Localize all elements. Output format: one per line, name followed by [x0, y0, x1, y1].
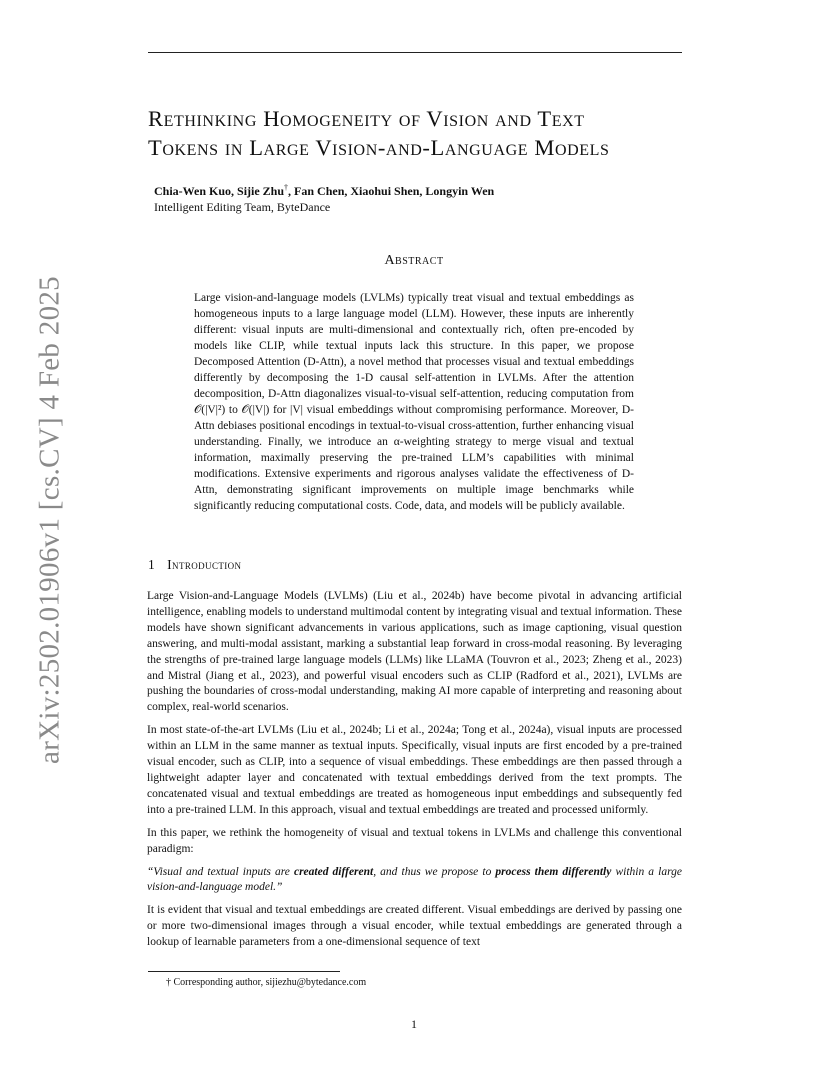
introduction-body	[147, 589, 682, 958]
quote-text: within a large vision-and-language model.”	[147, 865, 682, 894]
quote-emphasis: process them differently	[495, 865, 612, 878]
paragraph: Large Vision-and-Language Models (LVLMs) (Liu et al., 2024b) have become pivotal in advancing artificial intelligence, enabling models to understand multimodal content by integrating visual and textual information. These models have shown significant advancements in various applications, such as image captioning, visual question answering, and multi-modal assistant, marking a substantial leap forward in cross-modal reasoning. By leveraging the strengths of pre-trained large language models (LLMs) like LLaMA (Touvron et al., 2023; Zheng et al., 2023) and Mistral (Jiang et al., 2023), and powerful visual encoders such as CLIP (Radford et al., 2021), LVLMs are pushing the boundaries of cross-modal understanding, making AI more capable of interpreting and reasoning about complex, real-world scenarios.	[147, 590, 682, 714]
quote-text: “Visual and textual inputs are	[147, 865, 294, 878]
author-list	[154, 183, 494, 199]
corresponding-author-dagger: †	[284, 183, 289, 192]
authors-part-1: Chia-Wen Kuo, Sijie Zhu	[154, 184, 285, 198]
paper-title	[148, 104, 708, 162]
author-affiliation: Intelligent Editing Team, ByteDance	[154, 200, 331, 214]
quote-emphasis: created different	[293, 865, 374, 878]
section-heading-introduction	[148, 557, 241, 573]
page-number: 1	[411, 1017, 417, 1031]
arxiv-identifier-stamp[interactable]: arXiv:2502.01906v1 [cs.CV] 4 Feb 2025	[33, 276, 66, 764]
authors-part-2: , Fan Chen, Xiaohui Shen, Longyin Wen	[288, 184, 495, 198]
abstract-text: Large vision-and-language models (LVLMs) typically treat visual and textual embeddings as homogeneous inputs to a large language model (LLM). However, these inputs are inherently different: visual inputs are multi-dimensional and contextually rich, often pre-encoded by models like CLIP, while textual inputs lack this structure. In this paper, we propose Decomposed Attention (D-Attn), a novel method that processes visual and textual embeddings differently by decomposing the 1-D causal self-attention in LVLMs. After the attention decomposition, D-Attn diagonalizes visual-to-visual self-attention, reducing computation from 𝒪(|V|²) to 𝒪(|V|) for |V| visual embeddings without compromising performance. Moreover, D-Attn debiases positional encodings in textual-to-visual cross-attention, further enhancing visual understanding. Finally, we introduce an α-weighting strategy to merge visual and textual information, maximally preserving the pre-trained LLM’s capabilities with minimal modifications. Extensive experiments and rigorous analyses validate the effectiveness of D-Attn, demonstrating significant improvements on multiple image benchmarks while significantly reducing computational costs. Code, data, and models will be publicly available.	[194, 292, 634, 512]
title-line-2: Tokens in Large Vision-and-Language Models	[148, 135, 610, 160]
abstract-heading: Abstract	[384, 253, 444, 268]
footnote: † Corresponding author, sijiezhu@bytedance.com	[166, 977, 367, 988]
section-number: 1	[148, 557, 156, 572]
paragraph: In most state-of-the-art LVLMs (Liu et al., 2024b; Li et al., 2024a; Tong et al., 2024a), visual inputs are processed within an LLM in the same manner as textual inputs. Specifically, visual inputs are first encoded by a pre-trained visual encoder, such as CLIP, into a sequence of visual embeddings. These embeddings are then passed through a lightweight adapter layer and concatenated with textual embeddings derived from the text prompts. The concatenated visual and textual embeddings are treated as homogeneous input embeddings and subsequently fed into a pre-trained LLM. In this approach, visual and textual embeddings are treated and processed uniformly.	[147, 724, 682, 816]
paragraph: In this paper, we rethink the homogeneity of visual and textual tokens in LVLMs and challenge this conventional paradigm:	[147, 826, 682, 855]
quote-paragraph	[147, 865, 682, 897]
section-title: Introduction	[167, 557, 242, 572]
footnote-rule	[148, 971, 340, 972]
title-line-1: Rethinking Homogeneity of Vision and Text	[148, 106, 585, 131]
quote-text: , and thus we propose to	[373, 865, 496, 878]
header-rule	[148, 52, 682, 53]
paragraph: It is evident that visual and textual embeddings are created different. Visual embeddings are derived by passing one or more two-dimensional images through a visual encoder, while textual embeddings are generated through a lookup of learnable parameters from a one-dimensional sequence of text	[147, 904, 682, 949]
